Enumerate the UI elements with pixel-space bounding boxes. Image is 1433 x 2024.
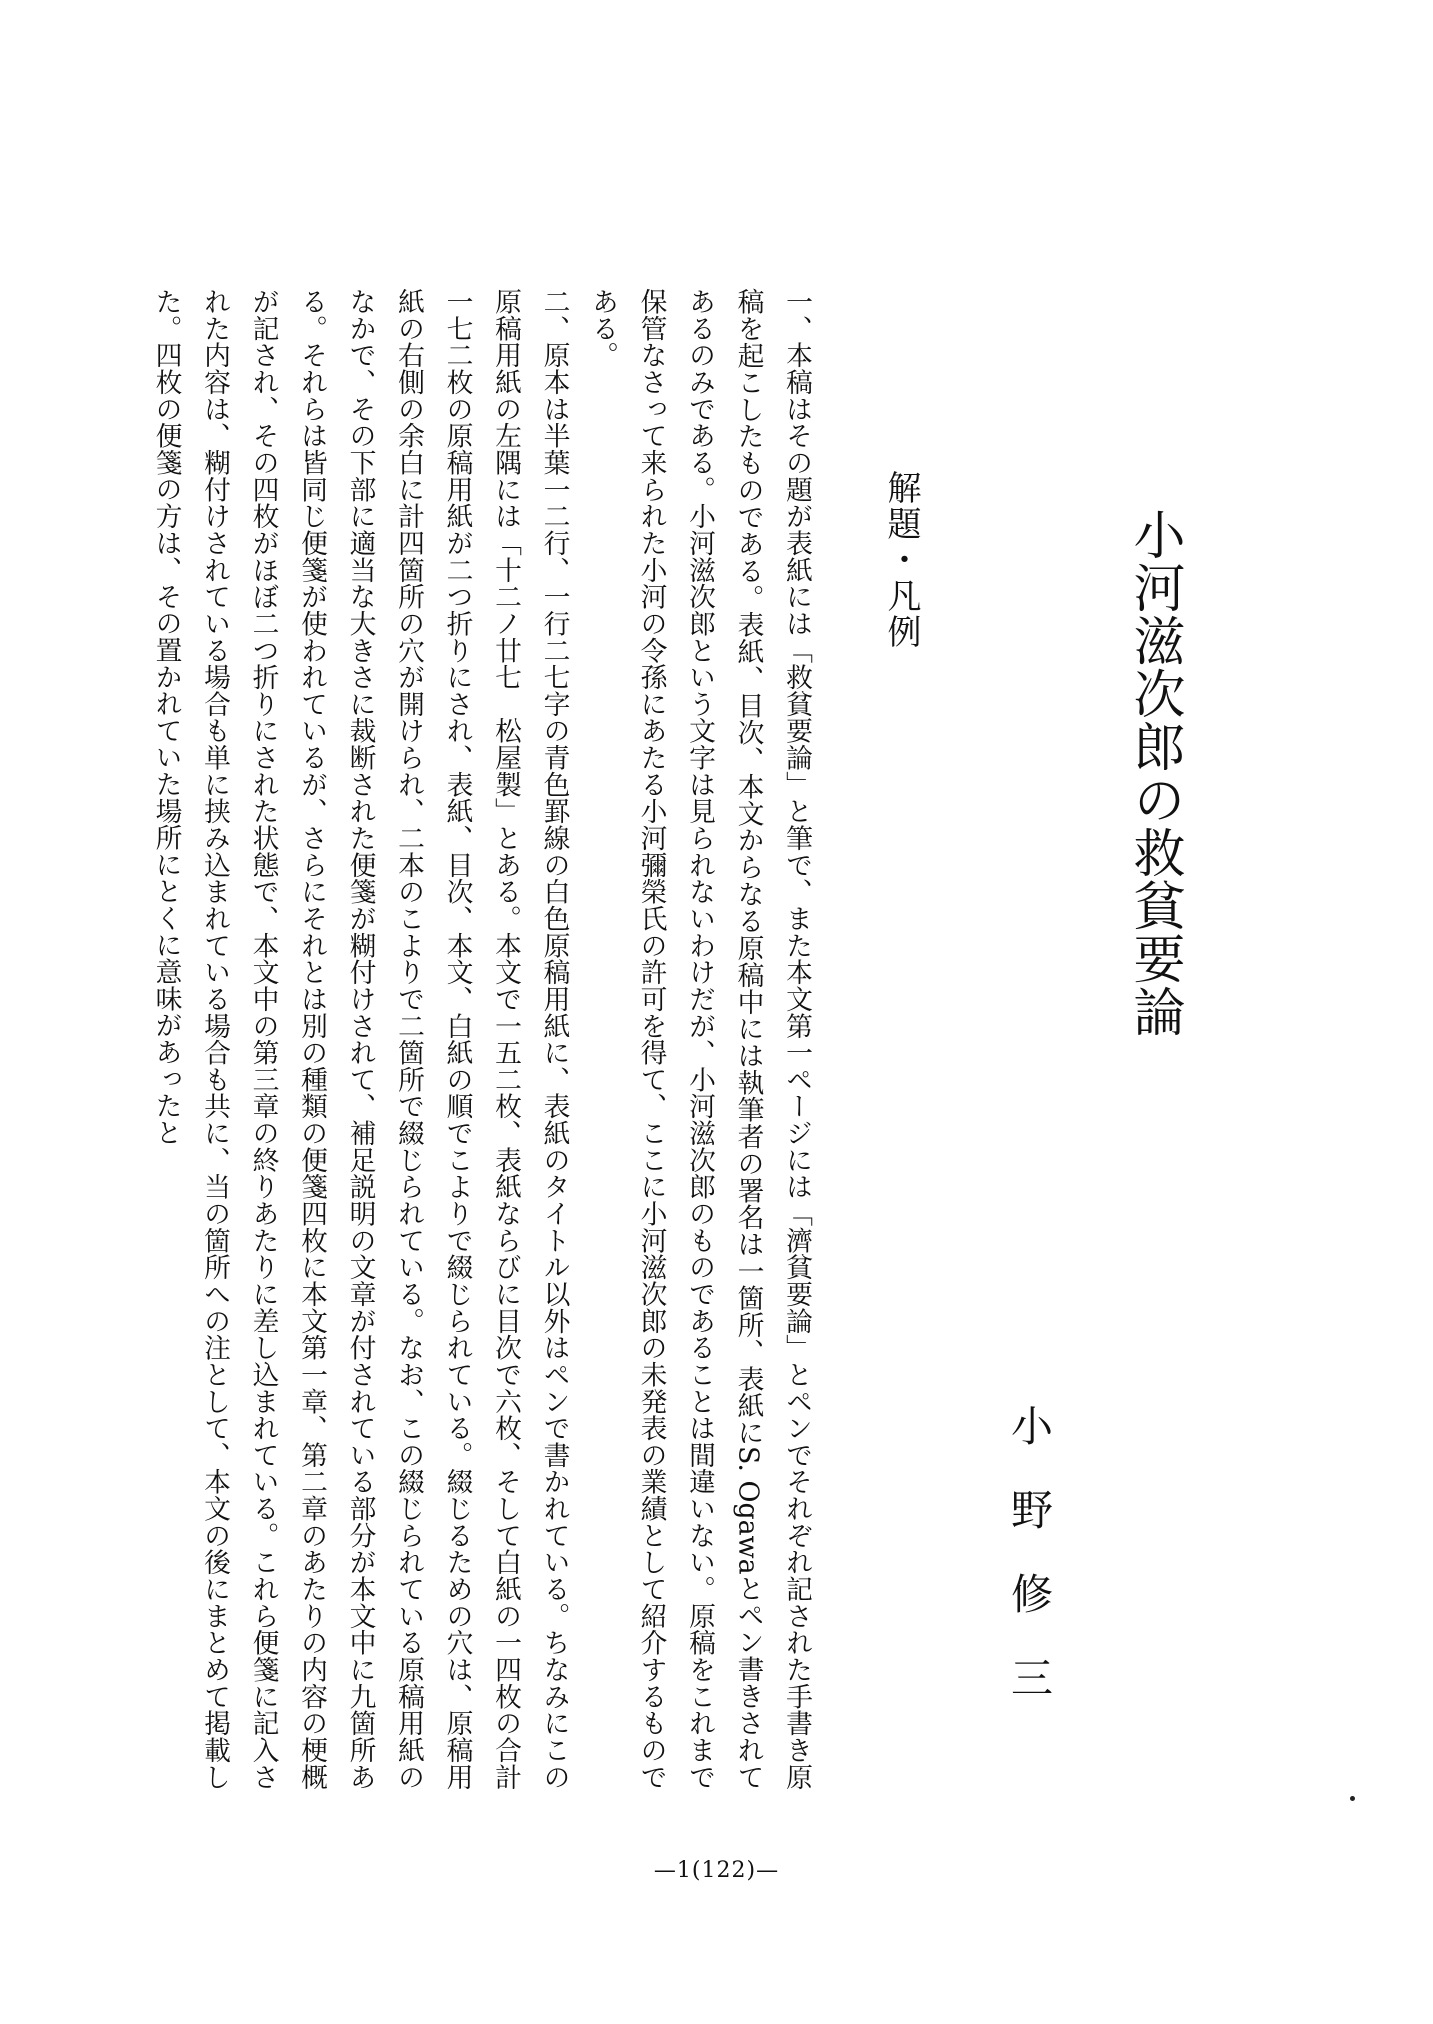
paragraph-2: 二、原本は半葉一二行、一行二七字の青色罫線の白色原稿用紙に、表紙のタイトル以外はペンで書かれている。ちなみにこの原稿用紙の左隅には「十二ノ廿七 松屋製」とある。本文で一五二枚、表紙ならびに目次で六枚、そして白紙の一四枚の合計一七二枚の原稿用紙が二つ折りにされ、表紙、目次、本文、白紙の順でこよりで綴じられている。綴じるための穴は、原稿用紙の右側の余白に計四箇所の穴が開けられ、二本のこよりで二箇所で綴じられている。なお、この綴じられている原稿用紙のなかで、その下部に適当な大きさに裁断された便箋が糊付けされて、補足説明の文章が付されている部分が本文中に九箇所ある。それらは皆同じ便箋が使われているが、さらにそれとは別の種類の便箋四枚に本文第一章、第二章のあたりの内容の梗概が記され、その四枚がほぼ二つ折りにされた状態で、本文中の第三章の終りあたりに差し込まれている。これら便箋に記入された内容は、糊付けされている場合も単に挟み込まれている場合も共に、当の箇所への注として、本文の後にまとめて掲載した。四枚の便箋の方は、その置かれていた場所にとくに意味があったと	[150, 288, 570, 1790]
author-name: 小野修三	[1005, 1404, 1054, 1740]
page-number: —1(122)—	[653, 1858, 780, 1883]
ink-speck	[1350, 1796, 1355, 1801]
section-heading: 解題・凡例	[881, 470, 921, 650]
article-title: 小河滋次郎の救貧要論	[1124, 508, 1184, 1038]
paragraph-1: 一、本稿はその題が表紙には「救貧要論」と筆で、また本文第一ページには「濟貧要論」とペンでそれぞれ記された手書き原稿を起こしたものである。表紙、目次、本文からなる原稿中には執筆者の署名は一箇所、表紙にS. Ogawaとペン書きされてあるのみである。小河滋次郎という文字は見られないわけだが、小河滋次郎のものであることは間違いない。原稿をこれまで保管なさって来られた小河の令孫にあたる小河彌榮氏の許可を得て、ここに小河滋次郎の未発表の業績として紹介するものである。	[587, 288, 812, 1790]
body-text	[150, 288, 820, 1790]
